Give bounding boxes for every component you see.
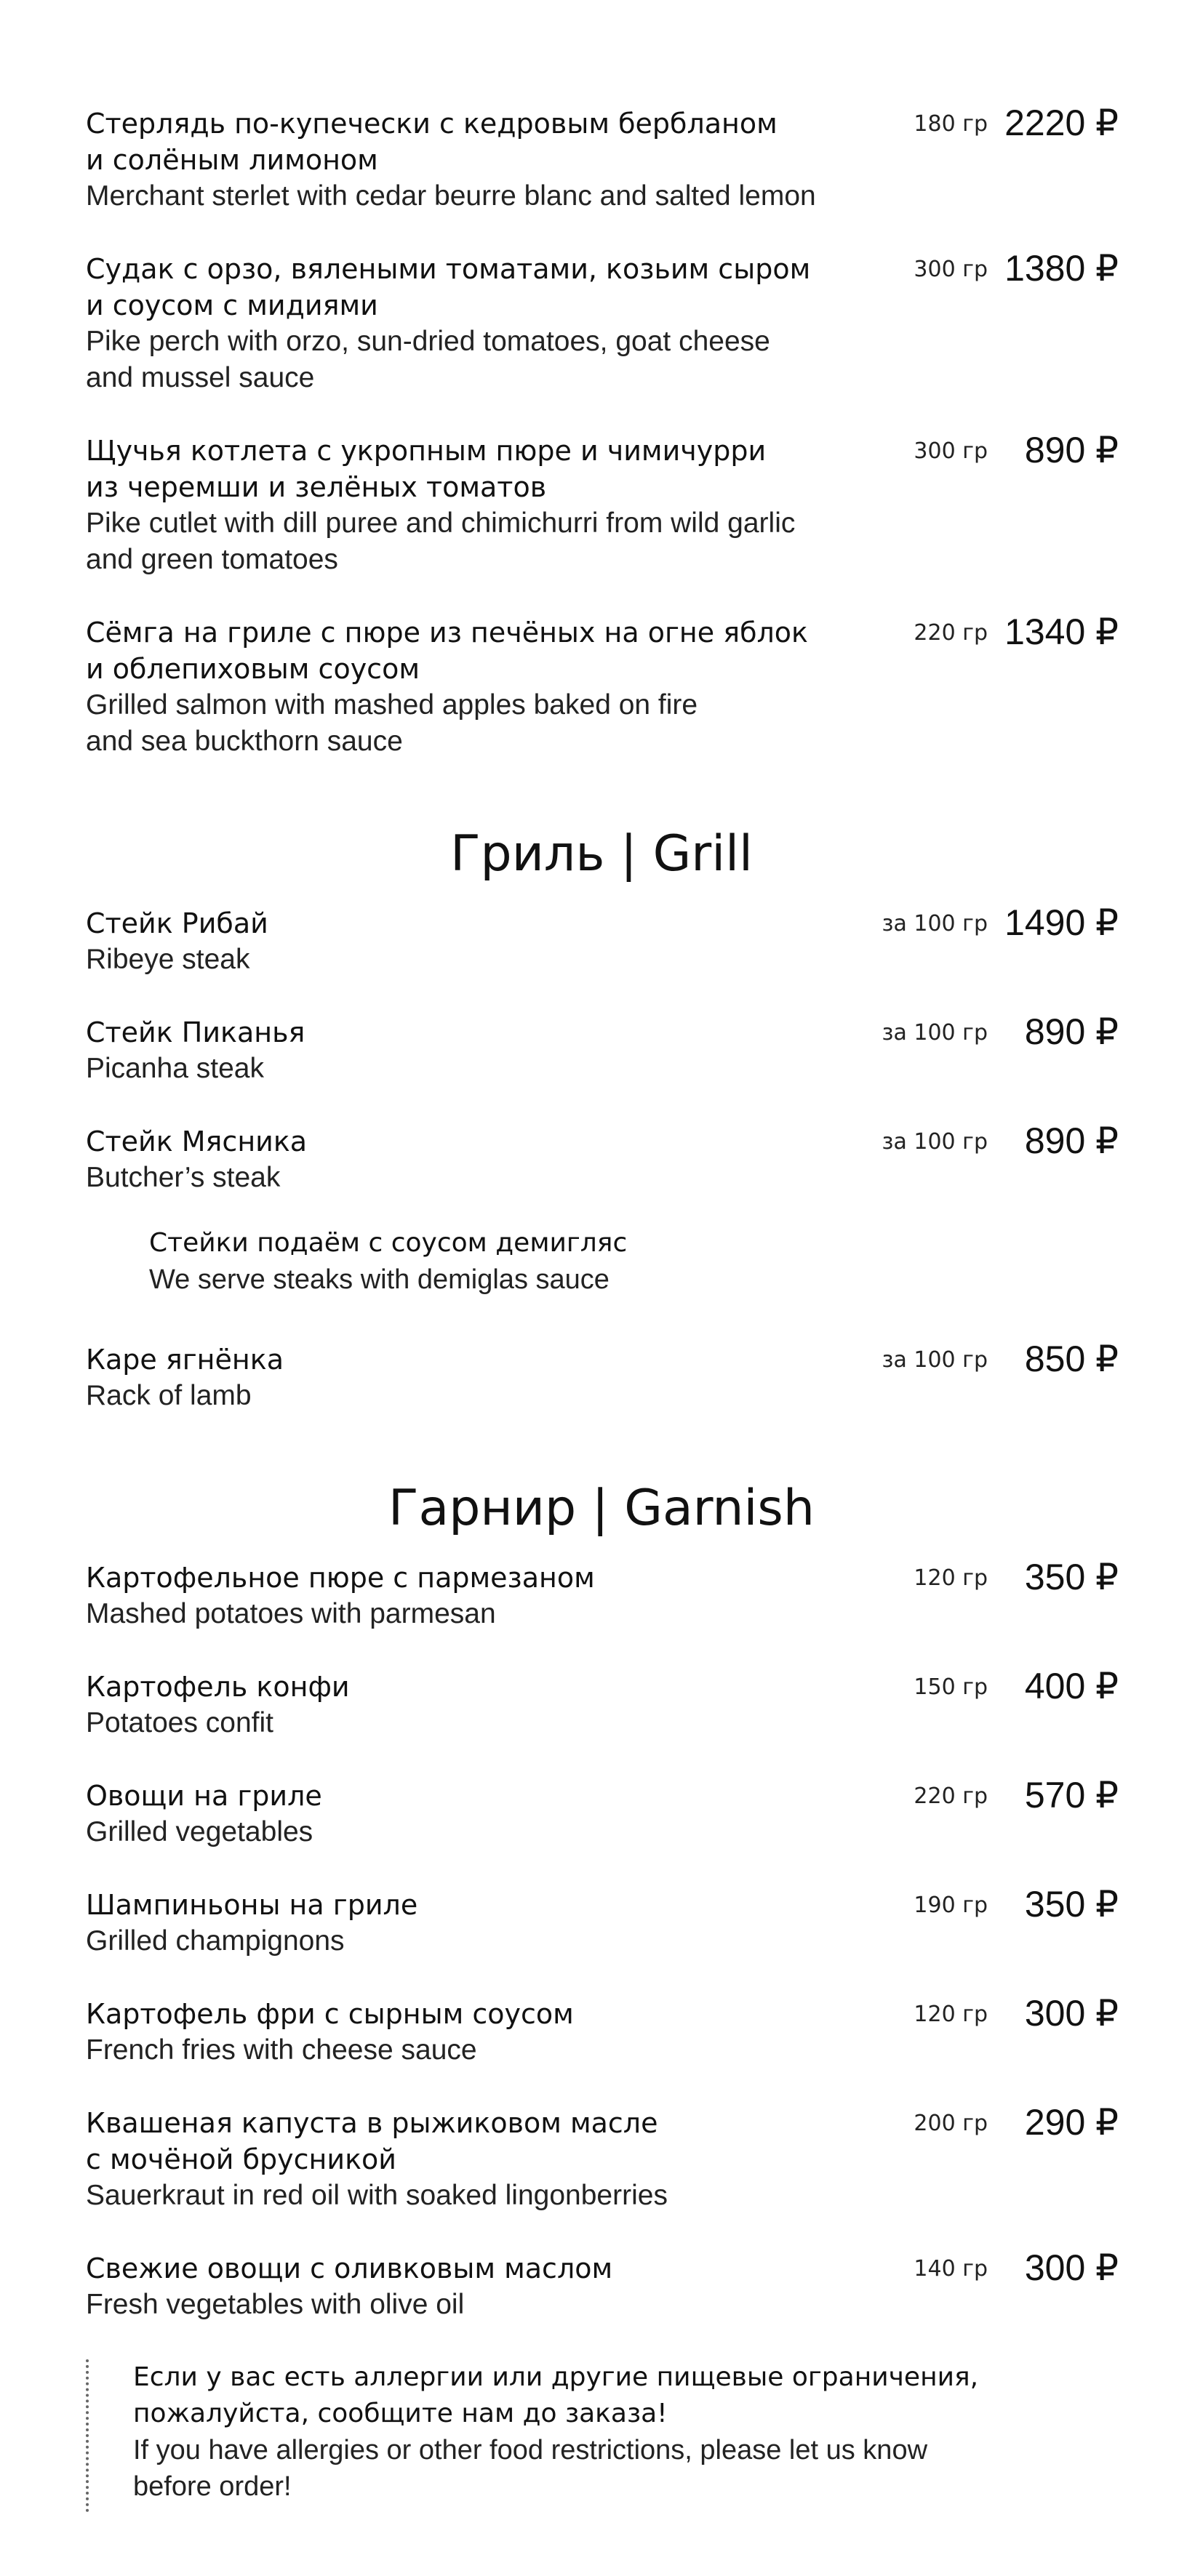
item-weight: за 100 гр — [882, 1020, 988, 1046]
item-name-ru: Судак с орзо, вялеными томатами, козьим сыром и соусом с мидиями — [86, 253, 811, 321]
item-price: 1380 ₽ — [1004, 248, 1119, 289]
item-weight: 180 гр — [914, 111, 988, 137]
item-price: 1340 ₽ — [1004, 611, 1119, 652]
menu-item-ribeye — [86, 902, 1119, 978]
item-weight: за 100 гр — [882, 1347, 988, 1373]
item-weight: за 100 гр — [882, 911, 988, 936]
menu-item-mashed-potatoes — [86, 1557, 1119, 1632]
item-price: 2220 ₽ — [1004, 103, 1119, 143]
item-name-en: Potatoes confit — [86, 1707, 273, 1738]
menu-item-fresh-vegetables — [86, 2247, 1119, 2323]
item-weight: 120 гр — [914, 1565, 988, 1591]
item-weight: 150 гр — [914, 1674, 988, 1700]
menu-item-sauerkraut — [86, 2102, 1119, 2214]
menu-item-grilled-vegetables — [86, 1775, 1119, 1850]
item-weight: за 100 гр — [882, 1129, 988, 1155]
item-weight: 300 гр — [914, 438, 988, 464]
menu-item-salmon — [86, 611, 1119, 760]
item-weight: 200 гр — [914, 2111, 988, 2136]
item-name-en: French fries with cheese sauce — [86, 2034, 477, 2066]
item-name-en: Ribeye steak — [86, 944, 250, 975]
item-price: 890 ₽ — [1024, 430, 1119, 470]
item-name-ru: Стейк Мясника — [86, 1126, 308, 1157]
menu-item-french-fries — [86, 1993, 1119, 2069]
item-name-en: Sauerkraut in red oil with soaked lingonberries — [86, 2180, 668, 2211]
item-name-ru: Сёмга на гриле с пюре из печёных на огне яблок и облепиховым соусом — [86, 617, 808, 685]
item-name-en: Grilled champignons — [86, 1925, 345, 1957]
item-price: 300 ₽ — [1024, 1993, 1119, 2034]
item-price: 890 ₽ — [1024, 1011, 1119, 1052]
menu-item-picanha — [86, 1011, 1119, 1087]
item-name-ru: Картофельное пюре с пармезаном — [86, 1562, 595, 1594]
allergy-text-en: If you have allergies or other food restrictions, please let us know before order! — [133, 2435, 928, 2502]
item-price: 350 ₽ — [1024, 1884, 1119, 1925]
item-name-en: Butcher’s steak — [86, 1162, 281, 1193]
menu-item-grilled-champignons — [86, 1884, 1119, 1959]
item-price: 890 ₽ — [1024, 1120, 1119, 1161]
item-name-en: Pike perch with orzo, sun-dried tomatoes, goat cheese and mussel sauce — [86, 326, 770, 393]
dotted-divider — [86, 2359, 89, 2512]
section-title-grill: Гриль | Grill — [450, 825, 753, 883]
item-price: 850 ₽ — [1024, 1339, 1119, 1379]
item-weight: 120 гр — [914, 2002, 988, 2027]
item-name-ru: Каре ягнёнка — [86, 1344, 284, 1376]
section-title-garnish: Гарнир | Garnish — [388, 1480, 815, 1537]
item-price: 290 ₽ — [1024, 2102, 1119, 2143]
item-name-en: Picanha steak — [86, 1053, 264, 1084]
item-name-ru: Щучья котлета с укропным пюре и чимичурри из черемши и зелёных томатов — [86, 435, 767, 503]
item-name-ru: Свежие овощи с оливковым маслом — [86, 2252, 613, 2284]
item-name-en: Merchant sterlet with cedar beurre blanc and salted lemon — [86, 180, 816, 212]
item-name-en: Grilled salmon with mashed apples baked on fire and sea buckthorn sauce — [86, 689, 698, 757]
item-name-ru: Квашеная капуста в рыжиковом масле с мочёной брусникой — [86, 2107, 658, 2175]
note-en: We serve steaks with demiglas sauce — [149, 1264, 610, 1295]
allergy-text-ru: Если у вас есть аллергии или другие пищевые ограничения, пожалуйста, сообщите нам до заказа! — [133, 2362, 979, 2428]
item-name-ru: Картофель конфи — [86, 1671, 350, 1703]
item-name-ru: Стейк Пиканья — [86, 1016, 305, 1048]
item-weight: 300 гр — [914, 257, 988, 282]
item-name-en: Fresh vegetables with olive oil — [86, 2289, 465, 2320]
item-weight: 220 гр — [914, 620, 988, 646]
item-weight: 220 гр — [914, 1783, 988, 1809]
item-name-ru: Шампиньоны на гриле — [86, 1889, 418, 1921]
item-name-en: Grilled vegetables — [86, 1816, 313, 1847]
item-name-ru: Картофель фри с сырным соусом — [86, 1998, 574, 2030]
item-weight: 140 гр — [914, 2256, 988, 2282]
item-name-ru: Стейк Рибай — [86, 907, 268, 939]
item-name-ru: Овощи на гриле — [86, 1780, 322, 1812]
steak-sauce-note — [149, 1225, 627, 1298]
item-price: 400 ₽ — [1024, 1666, 1119, 1706]
item-name-en: Pike cutlet with dill puree and chimichurri from wild garlic and green tomatoes — [86, 507, 796, 575]
item-price: 1490 ₽ — [1004, 902, 1119, 943]
note-ru: Стейки подаём с соусом демигляс — [149, 1228, 628, 1258]
menu-item-butchers-steak — [86, 1120, 1119, 1196]
menu-item-sterlet — [86, 105, 1119, 214]
item-price: 300 ₽ — [1024, 2247, 1119, 2288]
item-weight: 190 гр — [914, 1893, 988, 1918]
allergy-notice — [86, 2359, 1031, 2512]
menu-item-potatoes-confit — [86, 1666, 1119, 1741]
menu-item-pike-perch — [86, 248, 1119, 396]
menu-item-rack-of-lamb — [86, 1341, 1119, 1414]
menu-item-pike-cutlet — [86, 430, 1119, 578]
allergy-text — [133, 2359, 1050, 2505]
item-price: 350 ₽ — [1024, 1557, 1119, 1597]
item-name-en: Rack of lamb — [86, 1380, 252, 1411]
item-price: 570 ₽ — [1024, 1775, 1119, 1815]
item-name-en: Mashed potatoes with parmesan — [86, 1598, 496, 1629]
item-name-ru: Стерлядь по-купечески с кедровым бербланом и солёным лимоном — [86, 108, 778, 176]
